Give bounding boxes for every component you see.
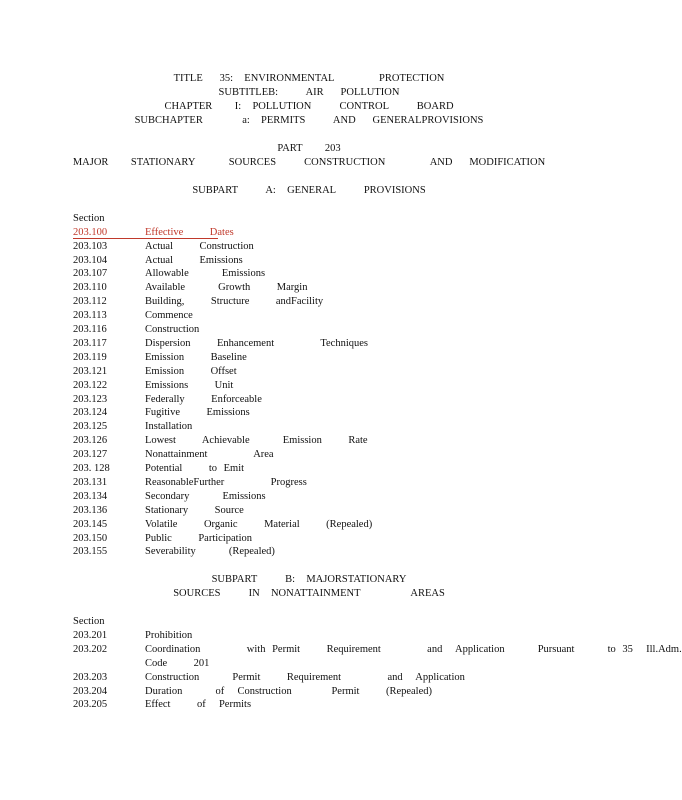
section-title: Emission Baseline [145,352,247,363]
section-number: 203.202 [73,644,108,655]
section-title: Commence [145,310,193,321]
section-title: Nonattainment Area [145,449,274,460]
section-title: Volatile Organic Material (Repealed) [145,519,373,530]
section-number: 203.125 [73,421,108,432]
link-underline [73,238,218,239]
section-title: Fugitive Emissions [145,407,250,418]
section-number: 203.204 [73,686,108,697]
section-title: Construction Permit Requirement and Application [145,672,465,683]
section-number: 203.155 [73,546,108,557]
section-row [73,462,245,476]
section-title: Secondary Emissions [145,491,266,502]
section-row [73,434,368,448]
section-title: Prohibition [145,630,193,641]
chapter-heading: CHAPTER I: POLLUTION CONTROL BOARD [164,101,454,112]
section-number: 203.123 [73,394,108,405]
title-heading: TITLE 35: ENVIRONMENTAL PROTECTION [173,73,445,84]
section-number-link[interactable]: 203.100 [73,227,108,238]
section-label: Section [73,616,105,627]
section-row [73,420,193,434]
section-number: 203.112 [73,296,107,307]
section-title: Actual Construction [145,241,254,252]
section-title: Allowable Emissions [145,268,266,279]
section-number: 203.126 [73,435,108,446]
section-row [73,379,234,393]
section-title-continued: Code 201 [145,658,210,669]
section-row [73,365,237,379]
section-row [73,476,307,490]
section-row [73,337,368,351]
section-number: 203.134 [73,491,108,502]
subpart-b-subheading: SOURCES IN NONATTAINMENT AREAS [173,588,445,599]
section-number: 203.136 [73,505,108,516]
part-heading: PART 203 [277,143,341,154]
section-row [73,448,274,462]
section-number: 203.124 [73,407,108,418]
section-number: 203.117 [73,338,107,349]
section-number: 203.119 [73,352,107,363]
section-title: Potential to Emit [145,463,245,474]
section-title: Installation [145,421,193,432]
section-title: Lowest Achievable Emission Rate [145,435,368,446]
subchapter-heading: SUBCHAPTER a: PERMITS AND GENERALPROVISIONS [134,115,484,126]
section-title: Effect of Permits [145,699,252,710]
section-title: Emissions Unit [145,380,234,391]
section-row [73,545,275,559]
section-row [73,643,682,671]
section-title: Actual Emissions [145,255,243,266]
subpart-b-heading: SUBPART B: MAJORSTATIONARY [211,574,407,585]
section-row [73,685,432,699]
section-number: 203.150 [73,533,108,544]
section-number: 203.110 [73,282,107,293]
section-title: Available Growth Margin [145,282,308,293]
section-row [73,532,252,546]
section-row [73,406,250,420]
section-title: Public Participation [145,533,252,544]
section-number: 203.107 [73,268,108,279]
section-number: 203.201 [73,630,108,641]
section-number: 203.203 [73,672,108,683]
section-number: 203.121 [73,366,108,377]
section-title: Construction [145,324,200,335]
section-row [73,295,324,309]
section-number: 203.205 [73,699,108,710]
section-label: Section [73,213,105,224]
section-row [73,518,373,532]
section-number: 203.127 [73,449,108,460]
section-row [73,698,252,712]
section-row [73,393,262,407]
section-number: 203.131 [73,477,108,488]
section-number: 203.145 [73,519,108,530]
section-title: Building, Structure andFacility [145,296,324,307]
part-title: MAJOR STATIONARY SOURCES CONSTRUCTION AND MODIFICATION [72,157,546,168]
section-title: ReasonableFurther Progress [145,477,307,488]
section-title: Coordination with Permit Requirement and Application Pursuant to 35 Ill.Adm. [145,644,682,655]
section-row [73,504,244,518]
section-row [73,240,254,254]
section-title: Dispersion Enhancement Techniques [145,338,368,349]
section-title-link[interactable]: Effective Dates [145,227,234,238]
section-number: 203.116 [73,324,107,335]
section-number: 203.103 [73,241,108,252]
section-row [73,254,243,268]
section-title: Severability (Repealed) [145,546,275,557]
section-number: 203.113 [73,310,107,321]
section-title: Duration of Construction Permit (Repealed) [145,686,432,697]
section-row [73,267,266,281]
section-title: Emission Offset [145,366,237,377]
section-row [73,629,193,643]
section-row [73,323,200,337]
section-title: Federally Enforceable [145,394,262,405]
section-row [73,281,308,295]
subtitle-heading: SUBTITLEB: AIR POLLUTION [218,87,400,98]
section-number: 203. 128 [73,463,110,474]
section-number: 203.122 [73,380,108,391]
section-row [73,490,266,504]
section-row [73,309,193,323]
section-row [73,351,247,365]
subpart-a-heading: SUBPART A: GENERAL PROVISIONS [192,185,426,196]
section-title: Stationary Source [145,505,244,516]
section-row [73,671,465,685]
section-number: 203.104 [73,255,108,266]
